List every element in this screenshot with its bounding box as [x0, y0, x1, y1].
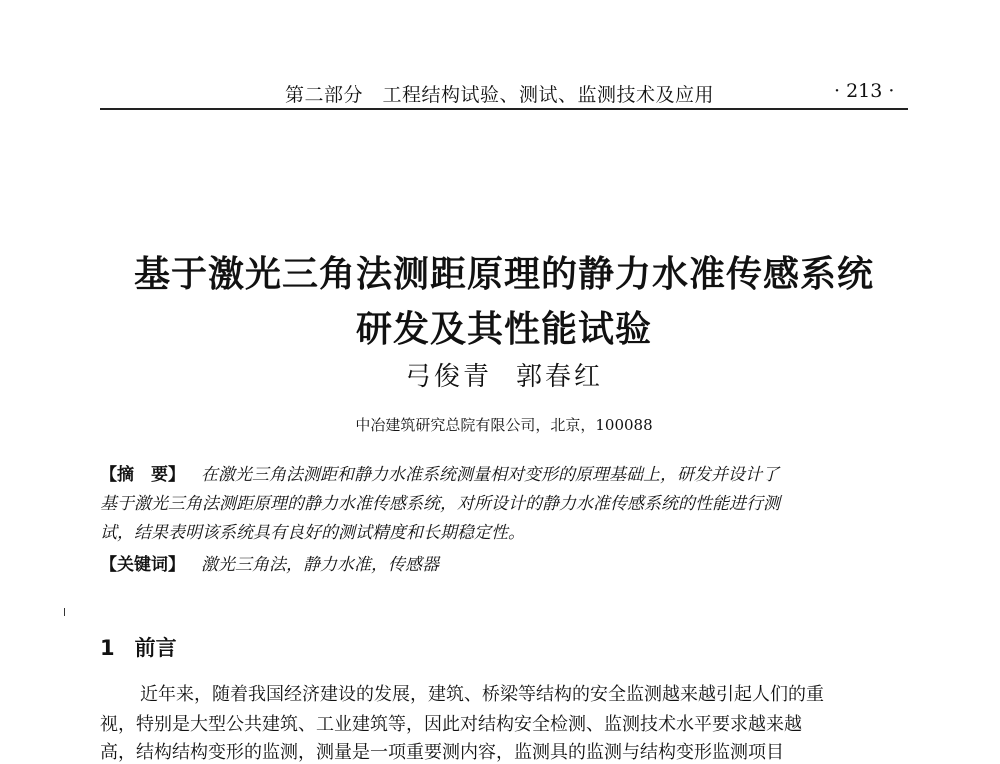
- abstract-line-1: [100, 460, 908, 485]
- body-line-2: 视，特别是大型公共建筑、工业建筑等，因此对结构安全检测、监测技术水平要求越来越: [100, 714, 802, 735]
- section-number: 1: [100, 636, 115, 660]
- running-header-section: 第二部分 工程结构试验、测试、监测技术及应用: [285, 84, 715, 106]
- section-title: 前言: [134, 636, 177, 660]
- body-line-1: 近年来，随着我国经济建设的发展，建筑、桥梁等结构的安全监测越来越引起人们的重: [140, 684, 824, 705]
- page-number: · 213 ·: [834, 80, 895, 102]
- header-rule: [100, 108, 908, 110]
- body-line-3: 高，结构结构变形的监测，测量是一项重要测内容，监测具的监测与结构变形监测项目: [100, 742, 784, 763]
- paper-title-line-1: 基于激光三角法测距原理的静力水准传感系统: [133, 254, 874, 295]
- abstract-line-3: 试，结果表明该系统具有良好的测试精度和长期稳定性。: [100, 523, 525, 543]
- affiliation: 中冶建筑研究总院有限公司，北京，100088: [355, 416, 653, 434]
- keywords-line: [100, 550, 439, 575]
- authors: [100, 356, 908, 393]
- abstract-label: 【摘 要】: [100, 465, 185, 485]
- section-heading: [100, 632, 177, 662]
- abstract-text-1: 在激光三角法测距和静力水准系统测量相对变形的原理基础上，研发并设计了: [201, 465, 779, 485]
- author-1: 弓俊青: [404, 362, 492, 392]
- margin-mark: [64, 608, 65, 616]
- keywords-label: 【关键词】: [100, 555, 185, 575]
- paper-title-line-2: 研发及其性能试验: [355, 309, 652, 350]
- abstract-line-2: 基于激光三角法测距原理的静力水准传感系统，对所设计的静力水准传感系统的性能进行测: [100, 494, 780, 514]
- author-2: 郭春红: [516, 362, 604, 392]
- keywords-text: 激光三角法，静力水准，传感器: [201, 555, 439, 575]
